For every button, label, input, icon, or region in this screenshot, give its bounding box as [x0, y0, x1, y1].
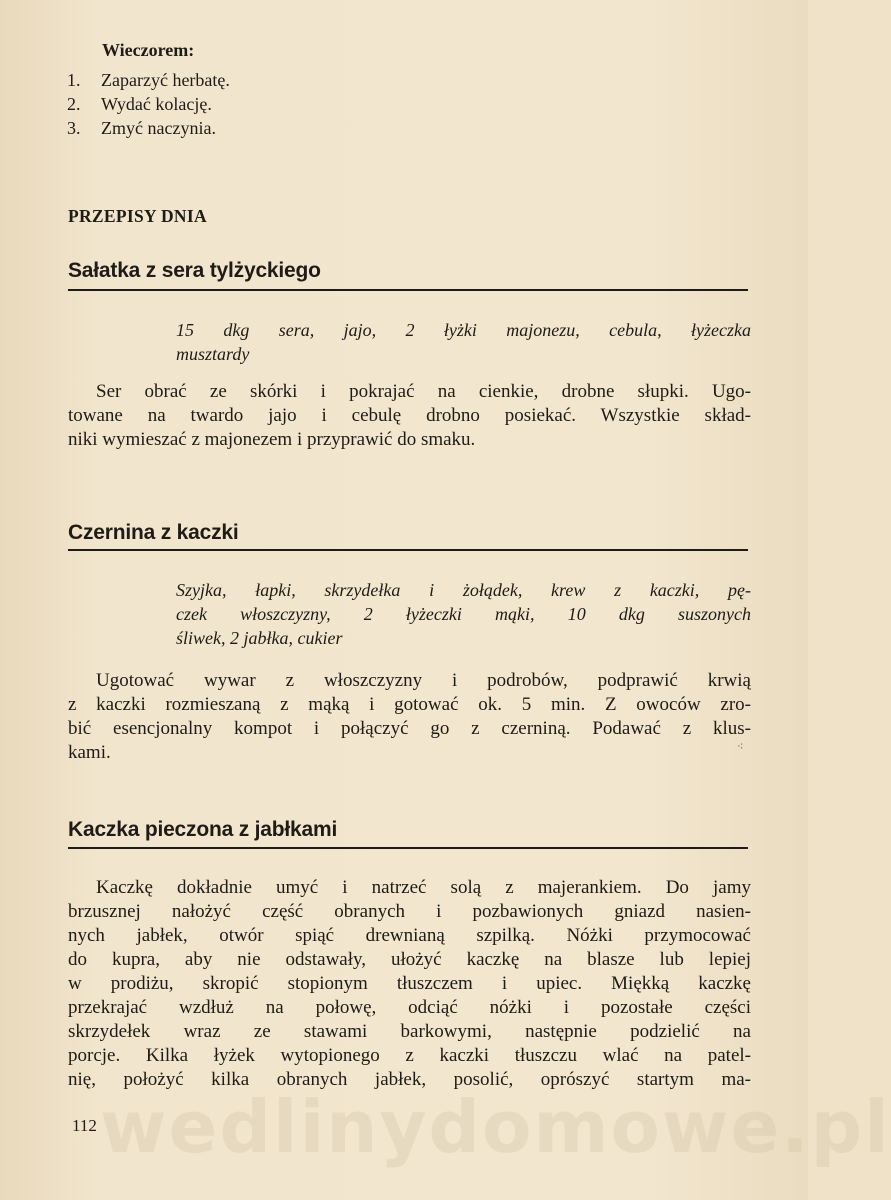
text-line: porcje. Kilka łyżek wytopionego z kaczki tłuszczu wlać na patel-: [68, 1045, 751, 1066]
text-line: nię, położyć kilka obranych jabłek, posolić, oprószyć startym ma-: [68, 1069, 751, 1090]
step-number: 1.: [67, 70, 81, 90]
text-line: kami.: [68, 742, 111, 763]
text-line: niki wymieszać z majonezem i przyprawić do smaku.: [68, 429, 476, 450]
step-text: Zaparzyć herbatę.: [101, 70, 230, 90]
text-line: do kupra, aby nie odstawały, ułożyć kaczkę na blasze lub lepiej: [68, 949, 751, 970]
recipe-instructions: [68, 876, 751, 1092]
ingredients-line: Szyjka, łapki, skrzydełka i żołądek, krew z kaczki, pę-: [176, 580, 751, 600]
text-line: skrzydełek wraz ze stawami barkowymi, następnie podzielić na: [68, 1021, 751, 1042]
recipe-title-rule: [68, 289, 748, 291]
evening-header: Wieczorem:: [102, 40, 195, 60]
ingredients-line: śliwek, 2 jabłka, cukier: [176, 628, 343, 648]
page-number: 112: [72, 1116, 97, 1135]
step-text: Wydać kolację.: [101, 94, 212, 114]
list-item: [67, 68, 467, 92]
ingredients-line: 15 dkg sera, jajo, 2 łyżki majonezu, cebula, łyżeczka: [176, 320, 751, 340]
text-line: Ser obrać ze skórki i pokrajać na cienkie, drobne słupki. Ugo-: [96, 381, 751, 402]
text-line: przekrajać wzdłuż na połowę, odciąć nóżki i pozostałe części: [68, 997, 751, 1018]
recipe-ingredients: [176, 318, 751, 366]
text-line: brzusznej nałożyć część obranych i pozbawionych gniazd nasien-: [68, 901, 751, 922]
step-text: Zmyć naczynia.: [101, 118, 216, 138]
list-item: [67, 92, 467, 116]
recipe-title: Sałatka z sera tylżyckiego: [68, 259, 321, 282]
recipe-ingredients: [176, 578, 751, 650]
recipe-instructions: [68, 669, 751, 765]
text-line: w prodiżu, skropić stopionym tłuszczem i upiec. Miękką kaczkę: [68, 973, 751, 994]
text-line: nych jabłek, otwór spiąć drewnianą szpilką. Nóżki przymocować: [68, 925, 751, 946]
ingredients-line: musztardy: [176, 344, 250, 364]
text-line: z kaczki rozmieszaną z mąką i gotować ok. 5 min. Z owoców zro-: [68, 694, 751, 715]
recipe-title: Kaczka pieczona z jabłkami: [68, 818, 338, 841]
step-number: 2.: [67, 94, 81, 114]
step-number: 3.: [67, 118, 81, 138]
recipe-title-rule: [68, 847, 748, 849]
list-item: [67, 116, 467, 140]
section-title: PRZEPISY DNIA: [68, 206, 207, 226]
ingredients-line: czek włoszczyzny, 2 łyżeczki mąki, 10 dkg suszonych: [176, 604, 751, 624]
text-line: Kaczkę dokładnie umyć i natrzeć solą z majerankiem. Do jamy: [96, 877, 751, 898]
recipe-instructions: [68, 380, 751, 452]
text-line: towane na twardo jajo i cebulę drobno posiekać. Wszystkie skład-: [68, 405, 751, 426]
ink-smudge: ⁖: [737, 741, 744, 753]
evening-steps: [67, 68, 467, 140]
recipe-title: Czernina z kaczki: [68, 521, 239, 544]
text-line: Ugotować wywar z włoszczyzny i podrobów, podprawić krwią: [96, 670, 751, 691]
recipe-title-rule: [68, 549, 748, 551]
text-line: bić esencjonalny kompot i połączyć go z czerniną. Podawać z klus-: [68, 718, 751, 739]
watermark: wedlinydomowe.pl: [100, 1085, 891, 1169]
